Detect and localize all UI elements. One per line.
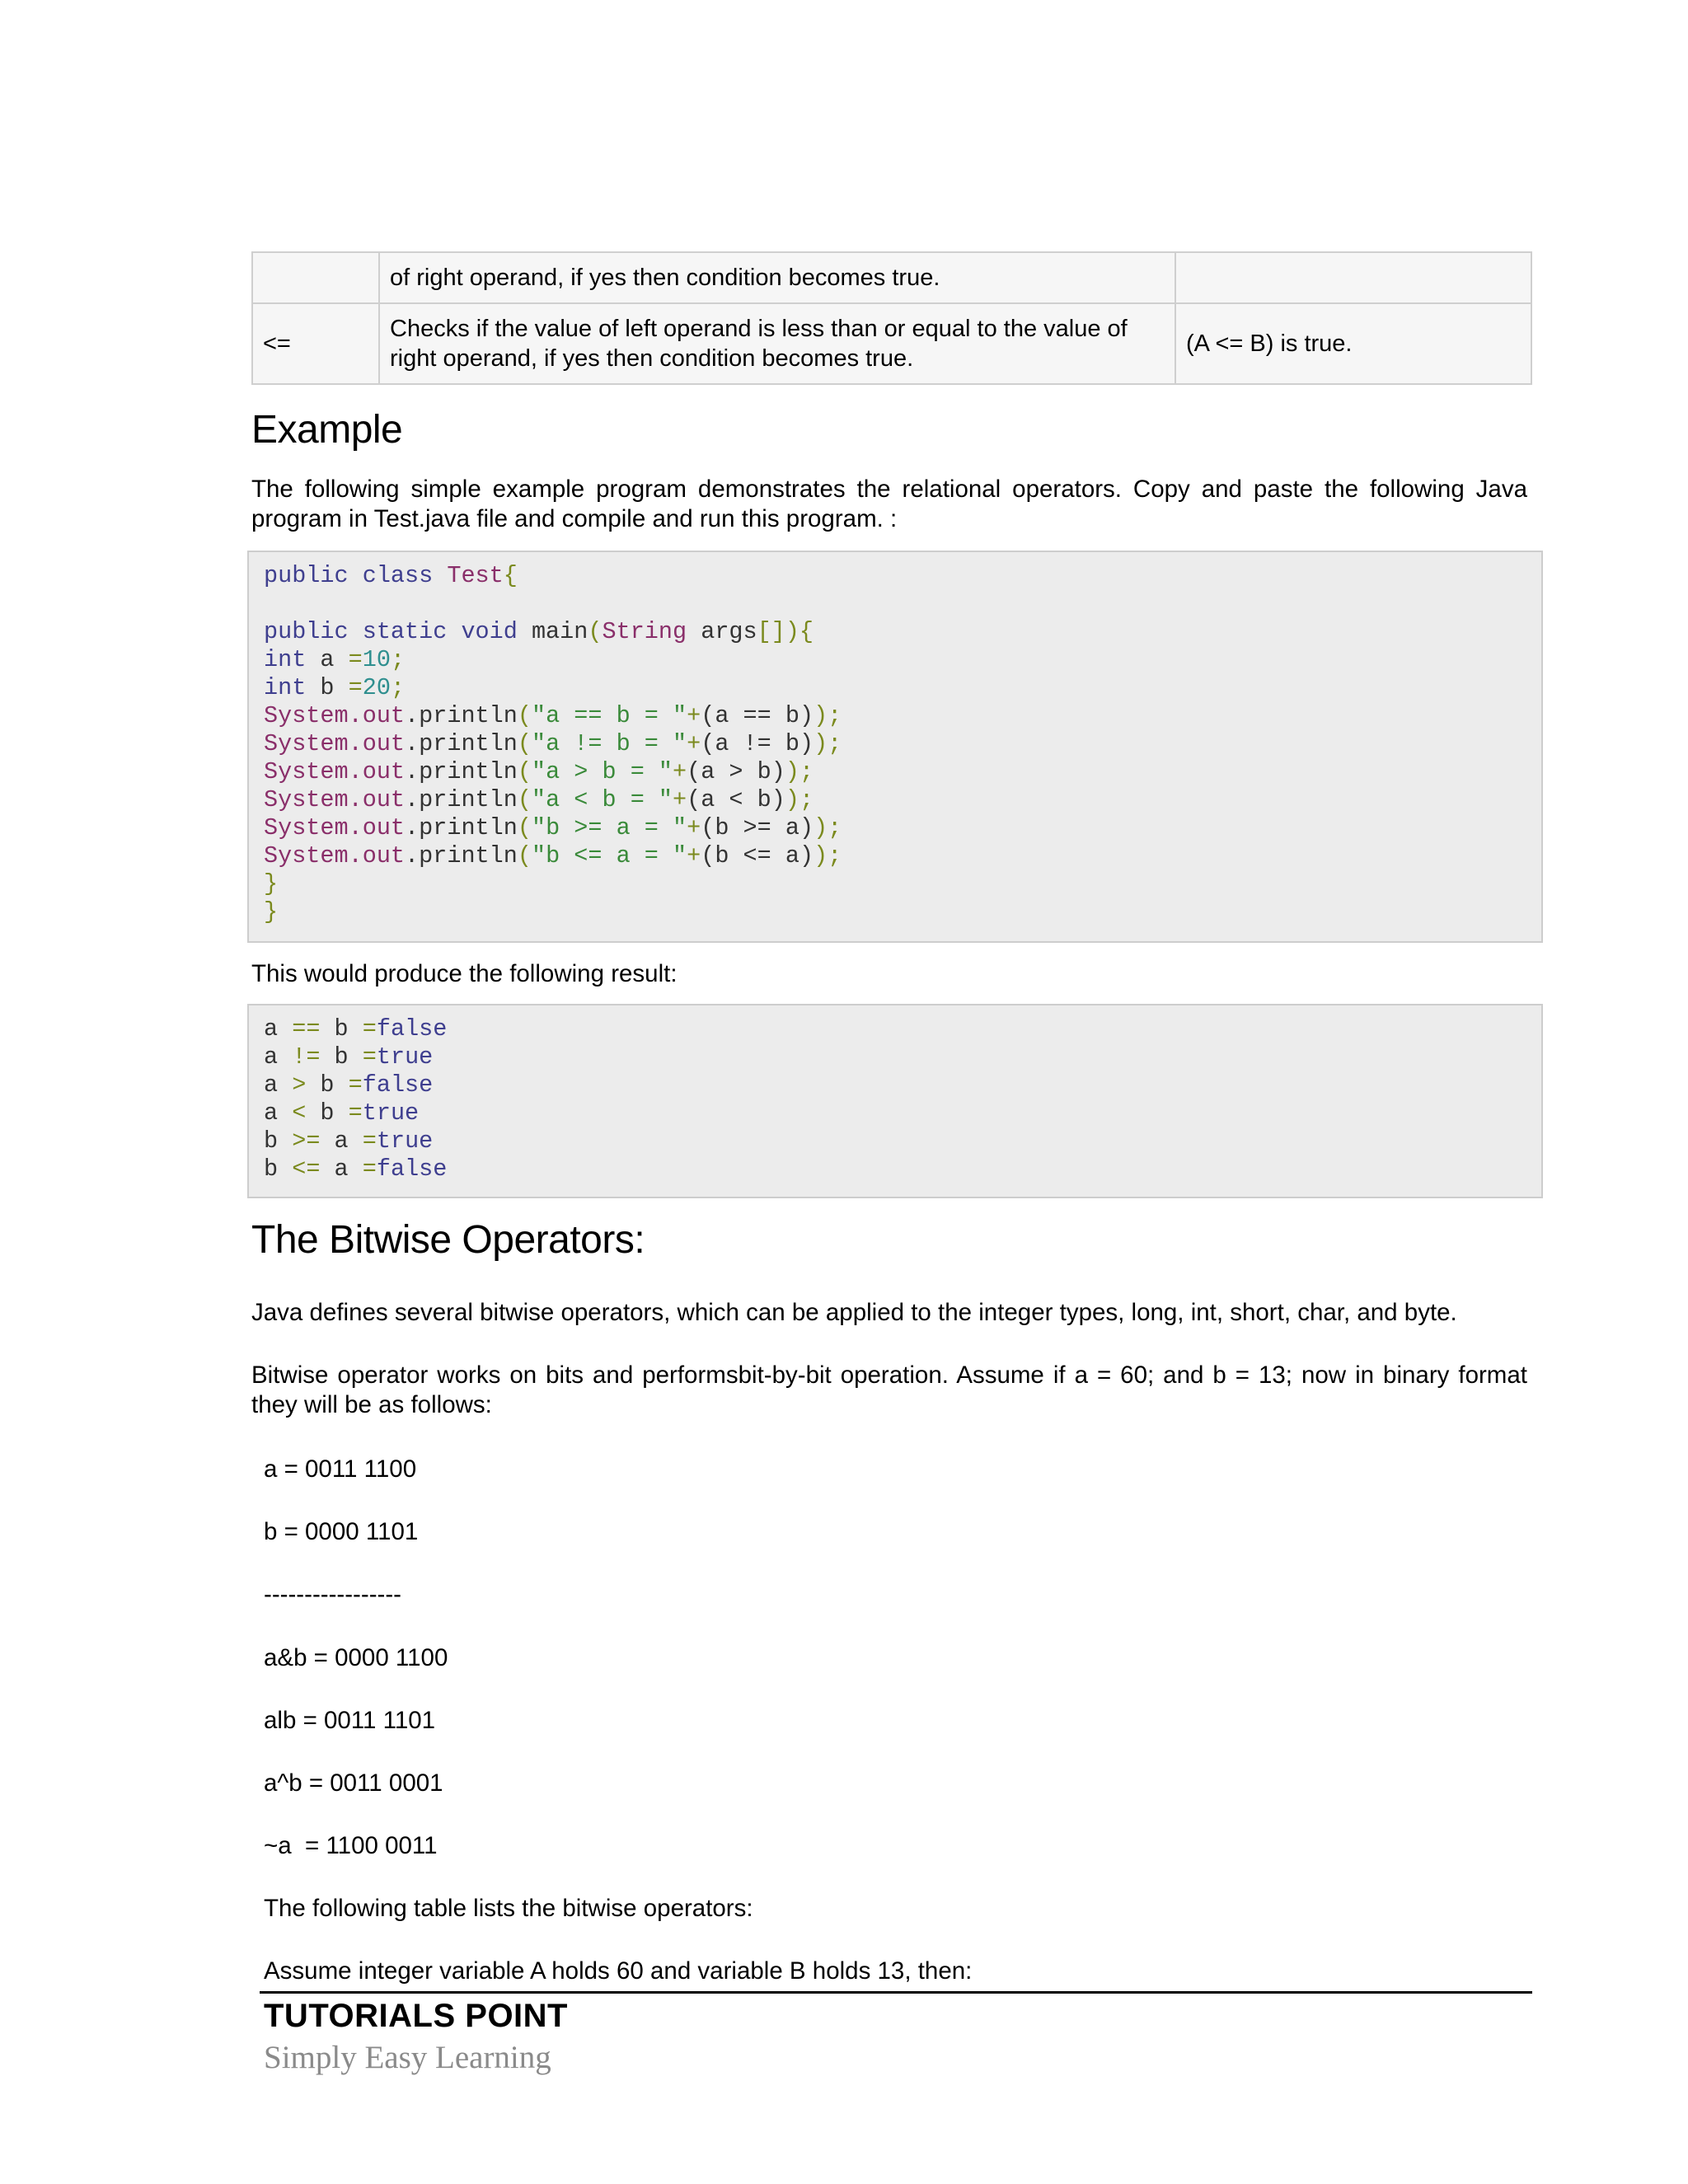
println-lines (264, 702, 842, 869)
code-token: System (264, 702, 349, 729)
code-token: (a > b) (687, 758, 785, 785)
println-line: System.out.println("b >= a = "+(b >= a)); (264, 814, 842, 841)
code-token: String (602, 618, 687, 645)
code-token: a (320, 1127, 363, 1155)
code-token: ( (588, 618, 603, 645)
code-token: = (362, 1043, 377, 1071)
binary-line: a = 0011 1100 (264, 1455, 417, 1483)
code-token: System (264, 842, 349, 869)
code-token: .println (405, 842, 518, 869)
code-token: Test (447, 562, 504, 589)
println-line: System.out.println("a != b = "+(a != b)); (264, 730, 842, 757)
program-output-block (247, 1004, 1543, 1198)
code-token: true (362, 1099, 420, 1127)
code-token: a (306, 646, 349, 673)
binary-line: a&b = 0000 1100 (264, 1644, 448, 1671)
output-line (264, 1099, 419, 1127)
code-token: 20 (362, 674, 391, 701)
binary-line: alb = 0011 1101 (264, 1707, 436, 1734)
code-token: "a == b = " (531, 702, 687, 729)
output-line (264, 1155, 447, 1183)
description-cell: Checks if the value of left operand is less than or equal to the value of right operand, if yes then condition becomes true. (379, 303, 1175, 384)
bitwise-table-intro: The following table lists the bitwise operators: (264, 1895, 753, 1922)
operator-cell (252, 252, 379, 303)
code-token: false (376, 1015, 448, 1043)
footer-tagline: Simply Easy Learning (264, 2040, 551, 2075)
output-line (264, 1043, 433, 1071)
code-token: .println (405, 814, 518, 841)
code-token: System (264, 814, 349, 841)
code-token: a (320, 1155, 363, 1183)
binary-line: a^b = 0011 0001 (264, 1769, 443, 1797)
code-token: "b >= a = " (531, 814, 687, 841)
code-token: ; (390, 646, 406, 673)
code-token: false (362, 1071, 434, 1099)
code-token: .println (405, 758, 518, 785)
code-token: .println (405, 786, 518, 813)
code-token: .out (348, 730, 406, 757)
code-token: b (320, 1043, 363, 1071)
code-token: b (306, 1099, 349, 1127)
code-token: int (264, 674, 307, 701)
code-token: true (376, 1043, 434, 1071)
println-line: System.out.println("a < b = "+(a < b)); (264, 786, 814, 813)
code-token: <= (292, 1155, 321, 1183)
code-token: < (292, 1099, 307, 1127)
println-line: System.out.println("b <= a = "+(b <= a)); (264, 842, 842, 869)
table-row (252, 252, 1531, 303)
code-token: > (292, 1071, 307, 1099)
example-cell (1175, 252, 1531, 303)
code-token: main (531, 618, 588, 645)
code-token: .println (405, 730, 518, 757)
code-token: a (264, 1043, 293, 1071)
code-token: public static void (264, 618, 532, 645)
binary-line: ~a = 1100 0011 (264, 1832, 438, 1859)
output-line (264, 1127, 433, 1155)
code-token: .out (348, 758, 406, 785)
binary-line: b = 0000 1101 (264, 1518, 419, 1545)
relational-operators-table (251, 251, 1532, 385)
code-token: = (348, 674, 363, 701)
code-token: } (264, 898, 279, 926)
code-token: (a < b) (687, 786, 785, 813)
code-token: b (306, 1071, 349, 1099)
code-token: = (362, 1127, 377, 1155)
code-token: "b <= a = " (531, 842, 687, 869)
code-token: .out (348, 842, 406, 869)
code-token: "a > b = " (531, 758, 673, 785)
code-token: b (264, 1127, 293, 1155)
code-token: b (306, 674, 349, 701)
example-cell: (A <= B) is true. (1175, 303, 1531, 384)
code-token: (a != b) (701, 730, 814, 757)
bitwise-intro-2: Bitwise operator works on bits and performsbit-by-bit operation. Assume if a = 60; and b = 13; now in binary format they will be as follows: (251, 1361, 1527, 1418)
code-token: = (348, 1099, 363, 1127)
code-token: a (264, 1099, 293, 1127)
example-heading: Example (251, 408, 403, 452)
println-line: System.out.println("a == b = "+(a == b)); (264, 702, 842, 729)
table-row (252, 303, 1531, 384)
code-token: .out (348, 702, 406, 729)
output-line (264, 1071, 433, 1099)
code-token: = (362, 1155, 377, 1183)
code-token: = (362, 1015, 377, 1043)
code-token: = (348, 1071, 363, 1099)
java-code-block (247, 551, 1543, 943)
bitwise-heading: The Bitwise Operators: (251, 1218, 645, 1262)
code-token: >= (292, 1127, 321, 1155)
code-token: { (503, 562, 518, 589)
code-token: true (376, 1127, 434, 1155)
footer-brand: TUTORIALS POINT (264, 1998, 568, 2034)
code-token: false (376, 1155, 448, 1183)
separator-line: ----------------- (264, 1581, 402, 1608)
code-token: args (687, 618, 757, 645)
code-token: != (292, 1043, 321, 1071)
code-token: System (264, 730, 349, 757)
footer-divider (260, 1991, 1532, 1994)
variables-assumption: Assume integer variable A holds 60 and variable B holds 13, then: (264, 1957, 973, 1985)
code-token: "a < b = " (531, 786, 673, 813)
code-token: (b >= a) (701, 814, 814, 841)
code-token: = (348, 646, 363, 673)
code-token: public class (264, 562, 448, 589)
code-token: b (264, 1155, 293, 1183)
println-line: System.out.println("a > b = "+(a > b)); (264, 758, 814, 785)
code-token: == (292, 1015, 321, 1043)
code-token: int (264, 646, 307, 673)
code-token: } (264, 870, 279, 898)
code-token: a (264, 1071, 293, 1099)
example-intro: The following simple example program demonstrates the relational operators. Copy and paste the following Java program in Test.java file and compile and run this program. : (251, 476, 1527, 532)
code-token: ; (390, 674, 406, 701)
code-token: System (264, 758, 349, 785)
code-token: (b <= a) (701, 842, 814, 869)
code-token: 10 (362, 646, 391, 673)
code-token: System (264, 786, 349, 813)
code-token: .out (348, 814, 406, 841)
code-token: "a != b = " (531, 730, 687, 757)
operator-cell: <= (252, 303, 379, 384)
code-token: a (264, 1015, 293, 1043)
code-token: (a == b) (701, 702, 814, 729)
description-cell: of right operand, if yes then condition becomes true. (379, 252, 1175, 303)
output-line (264, 1015, 447, 1043)
code-token: .println (405, 702, 518, 729)
code-token: .out (348, 786, 406, 813)
bitwise-intro-1: Java defines several bitwise operators, which can be applied to the integer types, long, int, short, char, and byte. (251, 1299, 1457, 1326)
code-token: []){ (757, 618, 814, 645)
result-intro: This would produce the following result: (251, 960, 678, 987)
code-token: b (320, 1015, 363, 1043)
